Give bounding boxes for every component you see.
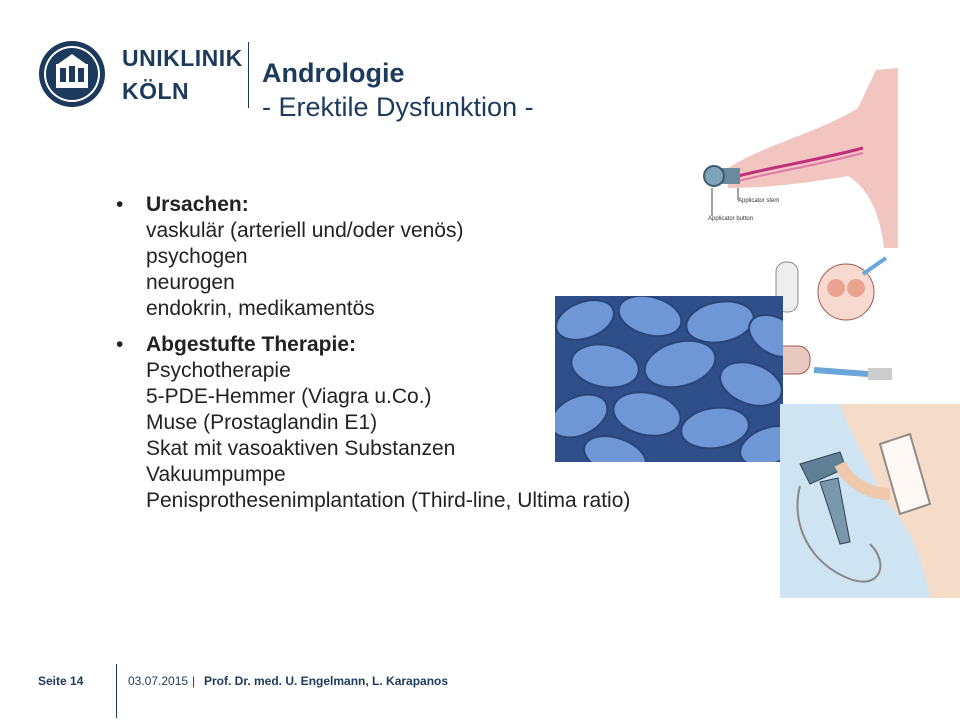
bullet-line: neurogen <box>146 271 235 294</box>
bullet-therapy <box>116 332 776 514</box>
applicator-button-label: Applicator button <box>708 216 754 222</box>
slide-title <box>262 56 534 124</box>
applicator-stem-label: Applicator stem <box>738 198 780 204</box>
slide-title-main: Andrologie <box>262 58 405 88</box>
bullet-causes <box>116 192 776 322</box>
bullet-line: Penisprothesenimplantation (Third-line, Ultima ratio) <box>146 489 631 512</box>
brand-line2: KÖLN <box>122 78 190 104</box>
bullet-marker: • <box>116 193 124 216</box>
bullet-line: Vakuumpumpe <box>146 463 286 486</box>
vacuum-pump-illustration <box>780 404 960 598</box>
footer-authors: Prof. Dr. med. U. Engelmann, L. Karapanos <box>204 674 449 688</box>
bullet-line: 5-PDE-Hemmer (Viagra u.Co.) <box>146 385 432 408</box>
footer-date: 03.07.2015 <box>128 674 189 688</box>
bullet-heading: Ursachen: <box>146 193 249 216</box>
brand-wordmark <box>122 42 243 108</box>
bullet-line: psychogen <box>146 245 248 268</box>
brand-line1: UNIKLINIK <box>122 45 243 71</box>
header-divider <box>248 42 249 108</box>
uniklinik-seal-logo <box>38 40 106 108</box>
bullet-line: Skat mit vasoaktiven Substanzen <box>146 437 456 460</box>
bullet-marker: • <box>116 333 124 356</box>
footer-page-number: Seite 14 <box>38 674 84 688</box>
bullet-line: Muse (Prostaglandin E1) <box>146 411 378 434</box>
bullet-line: Psychotherapie <box>146 359 291 382</box>
footer-divider <box>116 664 117 718</box>
footer-separator: | <box>192 674 196 688</box>
bullet-line: vaskulär (arteriell und/oder venös) <box>146 219 464 242</box>
slide-title-sub: - Erektile Dysfunktion - <box>262 92 534 122</box>
bullet-line: endokrin, medikamentös <box>146 297 375 320</box>
slide-content <box>116 192 776 524</box>
bullet-heading: Abgestufte Therapie: <box>146 333 357 356</box>
